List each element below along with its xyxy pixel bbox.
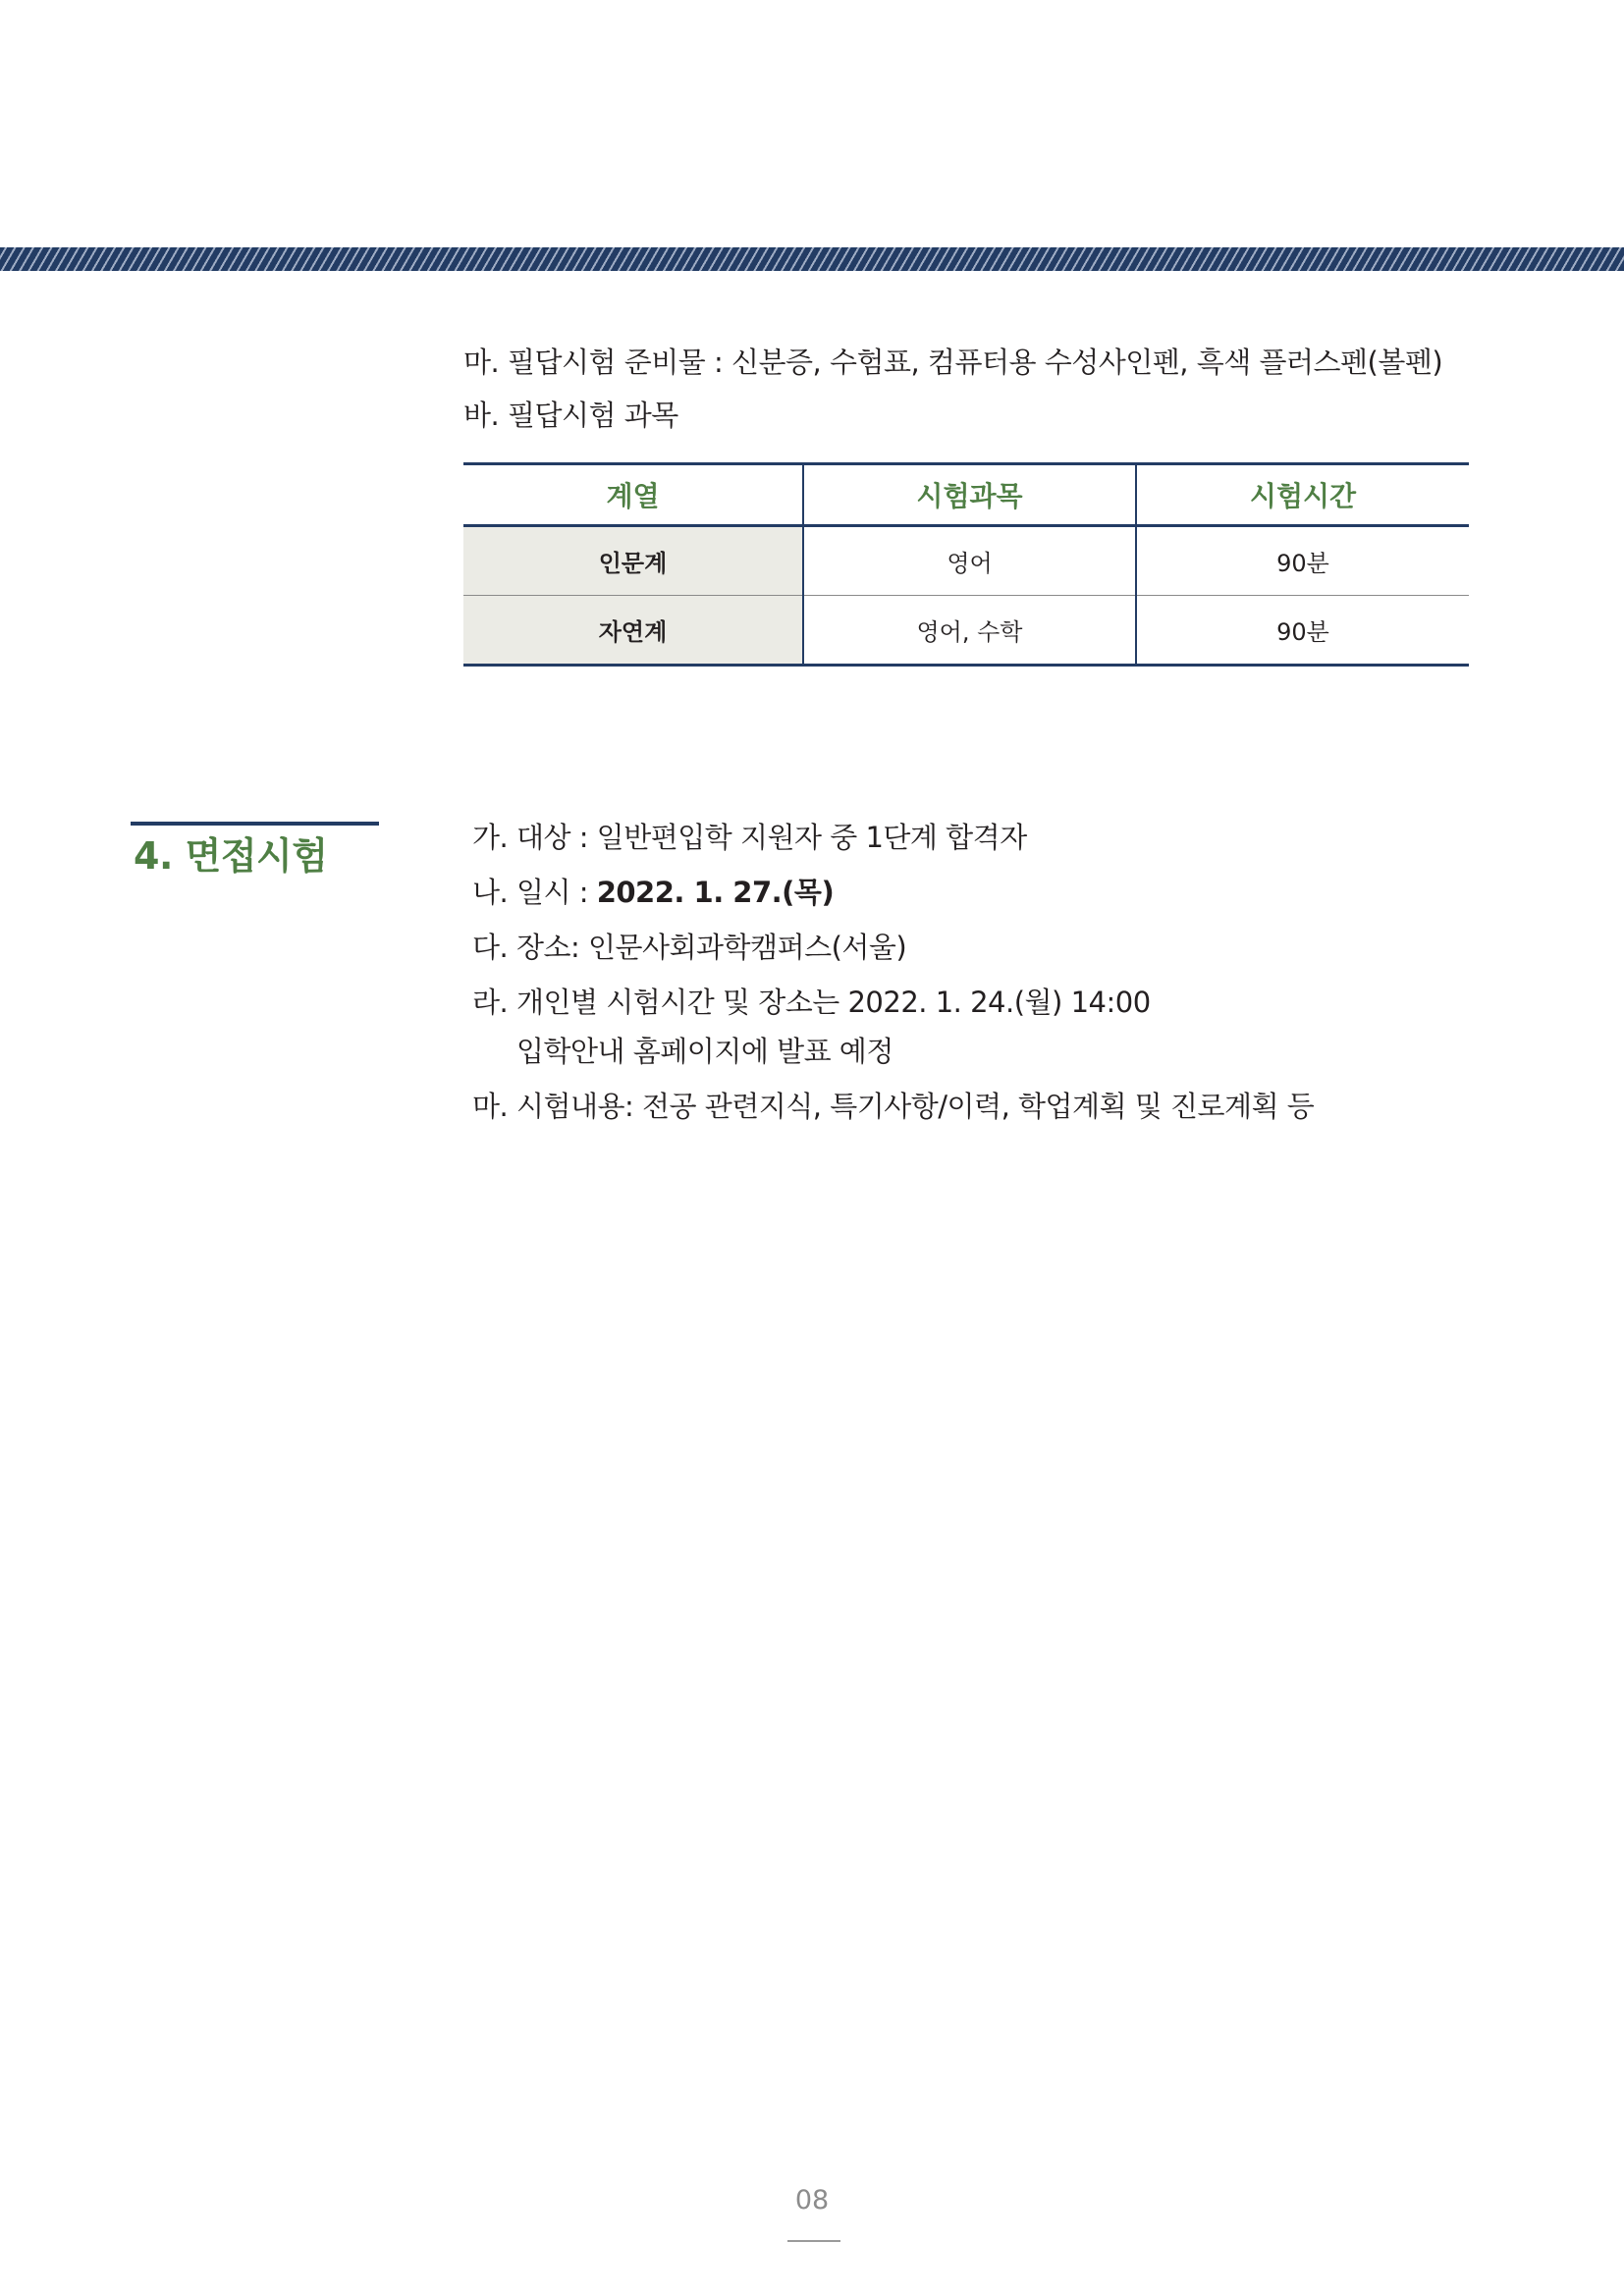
interview-schedule-line2: 입학안내 홈페이지에 발표 예정 — [516, 1035, 893, 1068]
row-subject-cell: 영어 — [803, 526, 1136, 596]
row-time-cell: 90분 — [1136, 596, 1469, 666]
exam-prep-text: 마. 필답시험 준비물 : 신분증, 수험표, 컴퓨터용 수성사인펜, 흑색 플러스펜(볼펜) — [463, 346, 1443, 379]
header-stripe-band — [0, 247, 1624, 271]
section-title-rule — [131, 822, 379, 826]
row-category-cell: 인문계 — [463, 526, 803, 596]
header-subject: 시험과목 — [803, 464, 1136, 526]
interview-date — [472, 873, 834, 912]
page-number-rule — [787, 2240, 840, 2242]
header-time: 시험시간 — [1136, 464, 1469, 526]
header-category: 계열 — [463, 464, 803, 526]
table-row — [463, 596, 1469, 666]
page-number: 08 — [794, 2185, 830, 2216]
interview-date-label: 나. 일시 : — [472, 876, 597, 909]
row-subject-cell: 영어, 수학 — [803, 596, 1136, 666]
exam-subjects-heading: 바. 필답시험 과목 — [463, 399, 678, 432]
row-time-cell: 90분 — [1136, 526, 1469, 596]
interview-schedule-line1: 라. 개인별 시험시간 및 장소는 2022. 1. 24.(월) 14:00 — [472, 986, 1151, 1019]
table-row — [463, 526, 1469, 596]
section-title: 4. 면접시험 — [134, 834, 328, 878]
interview-target: 가. 대상 : 일반편입학 지원자 중 1단계 합격자 — [472, 821, 1027, 854]
table-header-row — [463, 464, 1469, 526]
row-category-cell: 자연계 — [463, 596, 803, 666]
exam-subjects-table — [463, 462, 1469, 667]
interview-date-value: 2022. 1. 27.(목) — [596, 876, 835, 909]
interview-place: 다. 장소: 인문사회과학캠퍼스(서울) — [472, 931, 907, 964]
interview-content: 마. 시험내용: 전공 관련지식, 특기사항/이력, 학업계획 및 진로계획 등 — [472, 1090, 1315, 1123]
